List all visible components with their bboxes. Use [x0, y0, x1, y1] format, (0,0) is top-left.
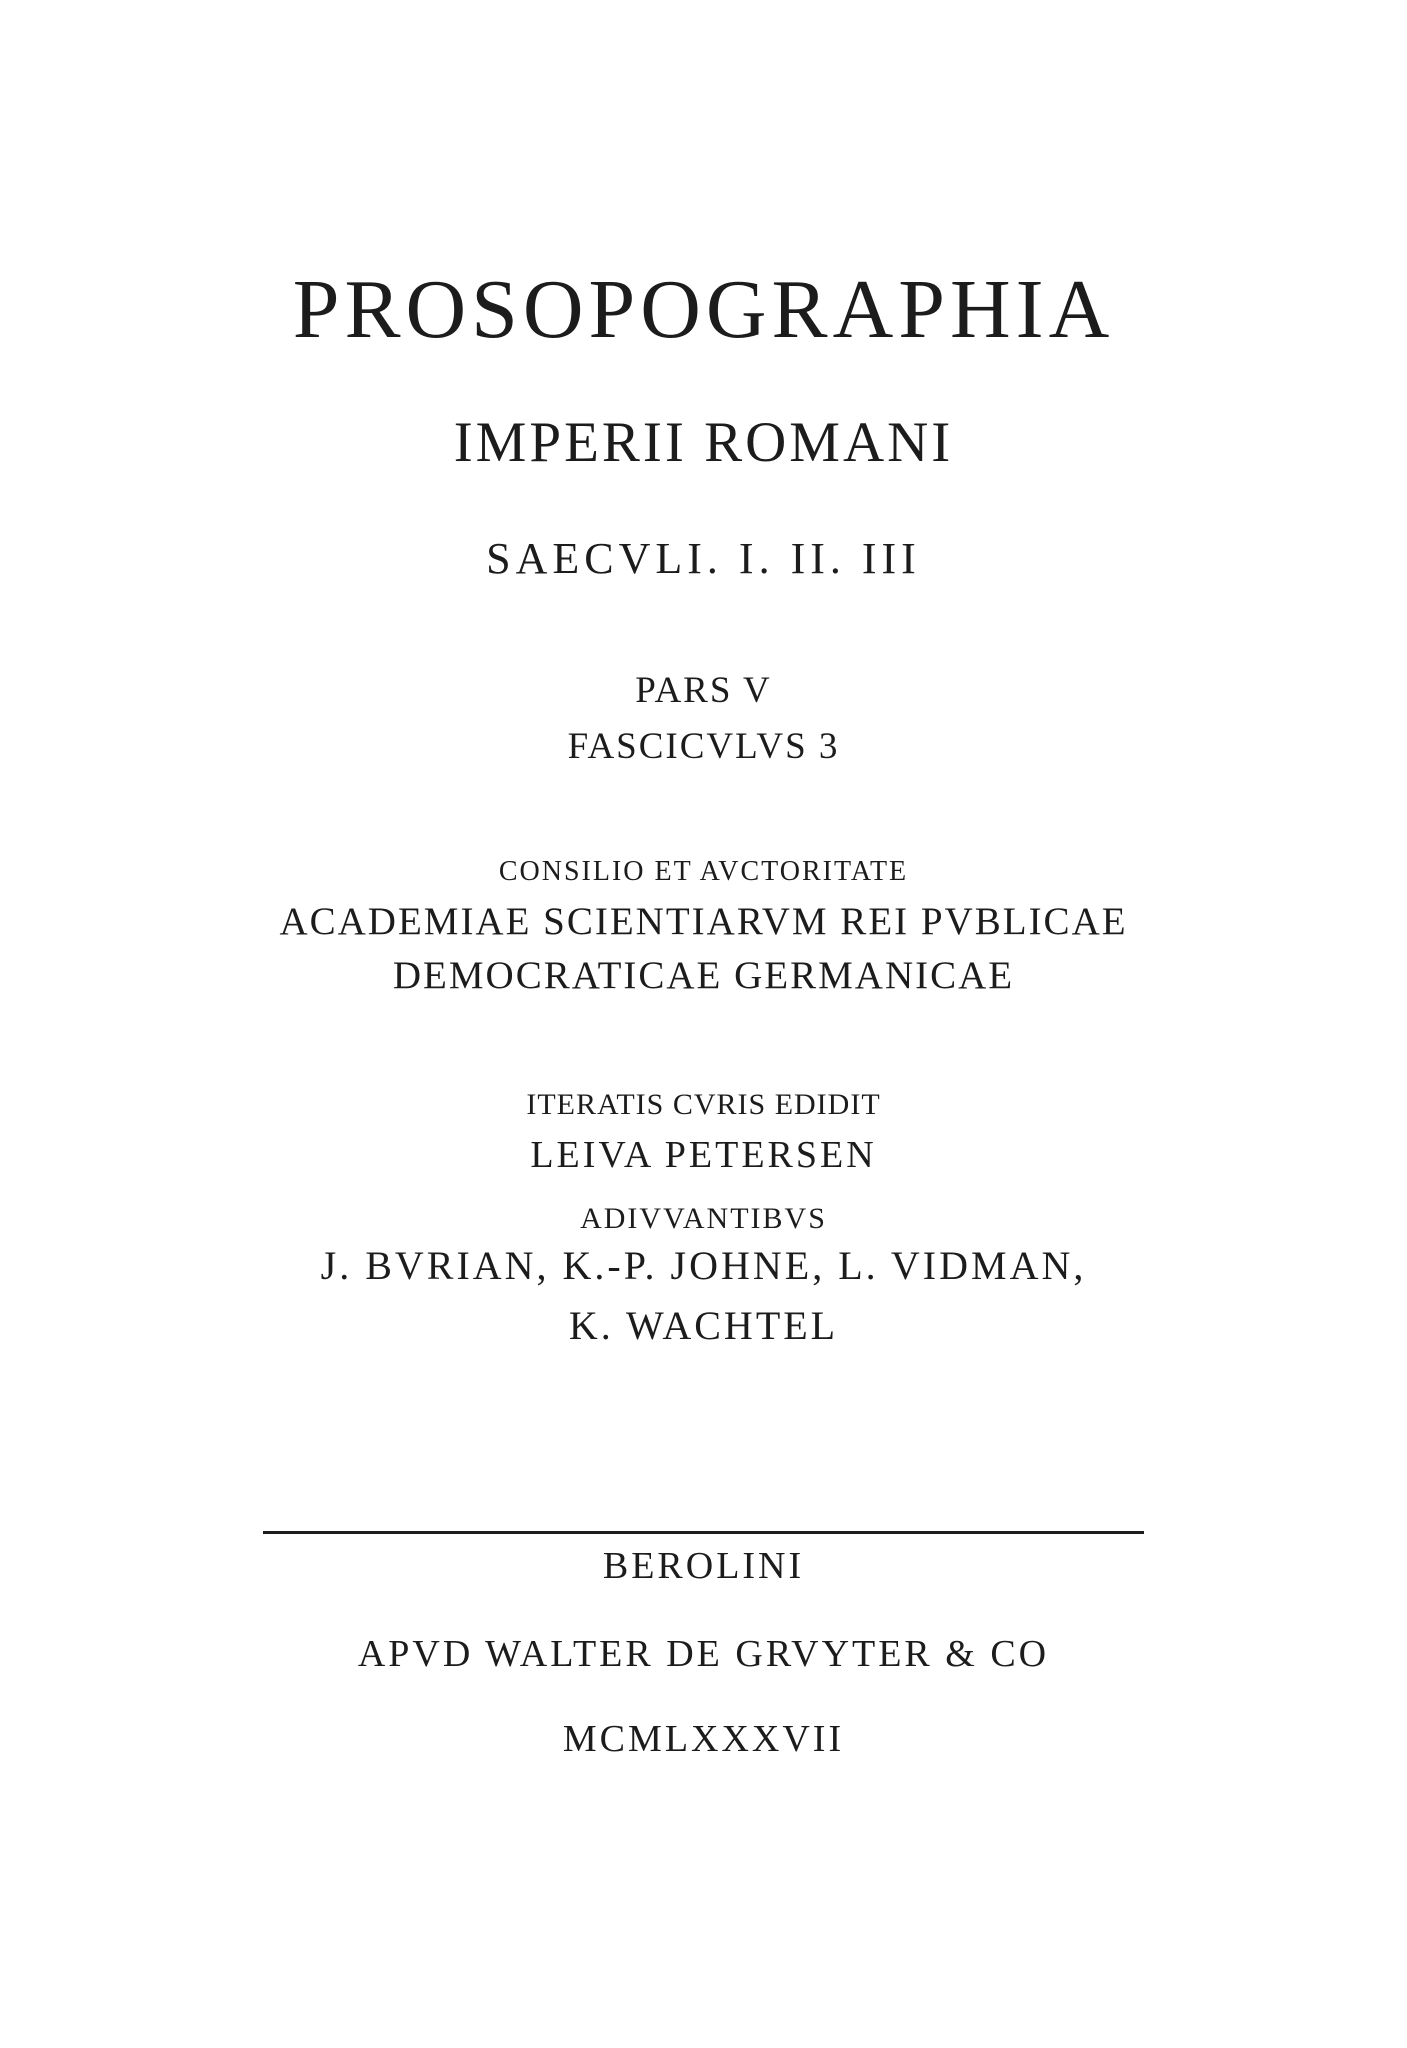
academy-name-line1: ACADEMIAE SCIENTIARVM REI PVBLICAE	[279, 900, 1128, 943]
divider-rule	[263, 1531, 1144, 1534]
assistants-names-line2: K. WACHTEL	[568, 1303, 839, 1348]
editor-label: ITERATIS CVRIS EDIDIT	[526, 1088, 881, 1121]
fascicle-number: FASCICVLVS 3	[567, 726, 840, 767]
publisher-name: APVD WALTER DE GRVYTER & CO	[357, 1633, 1050, 1675]
publication-year: MCMLXXXVII	[562, 1718, 845, 1760]
centuries-line: SAECVLI. I. II. III	[486, 534, 921, 583]
academy-name-line2: DEMOCRATICAE GERMANICAE	[392, 954, 1015, 997]
assistants-label: ADIVVANTIBVS	[580, 1202, 827, 1235]
assistants-names-line1: J. BVRIAN, K.-P. JOHNE, L. VIDMAN,	[320, 1243, 1087, 1288]
book-subtitle: IMPERII ROMANI	[453, 411, 954, 474]
book-title: PROSOPOGRAPHIA	[292, 263, 1115, 356]
editor-name: LEIVA PETERSEN	[530, 1134, 877, 1176]
part-number: PARS V	[635, 670, 772, 711]
publication-place: BEROLINI	[602, 1545, 805, 1587]
authority-label: CONSILIO ET AVCTORITATE	[498, 856, 909, 887]
